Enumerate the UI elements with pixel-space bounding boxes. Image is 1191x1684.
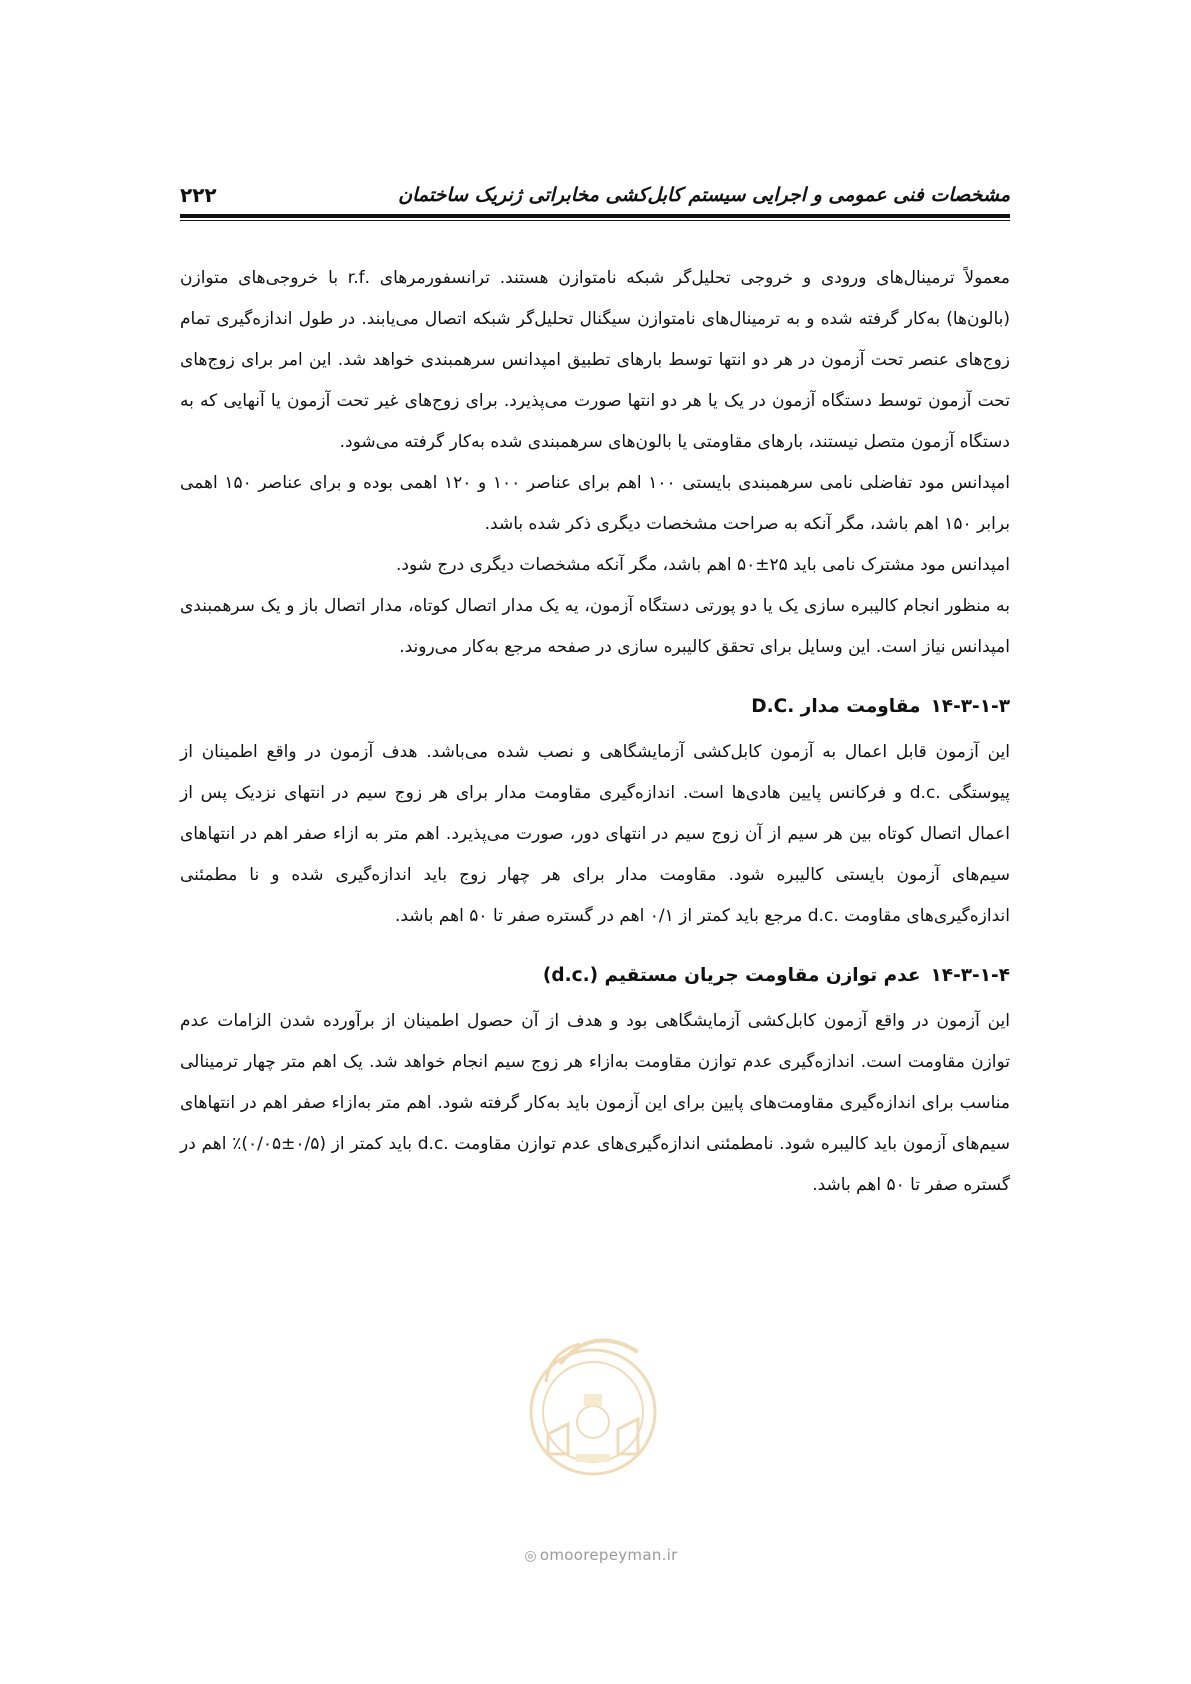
section-heading — [180, 961, 1010, 991]
paragraph: این آزمون در واقع آزمون کابل‌کشی آزمایشگاهی بود و هدف از آن حصول اطمینان از برآورده شدن الزامات عدم توازن مقاومت است. اندازه‌گیری عدم توازن مقاومت به‌ازاء هر زوج سیم انجام خواهد شد. یک اهم متر چهار ترمینالی مناسب برای اندازه‌گیری مقاومت‌های پایین برای این آزمون باید به‌کار گرفته شود. اهم متر به‌ازاء صفر اهم در انتهاهای سیم‌های آزمون باید کالیبره شود. نامطمئنی اندازه‌گیری‌های عدم توازن مقاومت .d.c باید کمتر از (۰/۵±۰/۰۵)٪ اهم در گستره صفر تا ۵۰ اهم باشد. — [180, 1011, 1010, 1195]
globe-icon: ◎ — [524, 1548, 537, 1564]
paragraph: معمولاً ترمینال‌های ورودی و خروجی تحلیل‌گر شبکه نامتوازن هستند. ترانسفورمرهای .r.f با خروجی‌های متوازن (بالون‌ها) به‌کار گرفته شده و به ترمینال‌های نامتوازن سیگنال تحلیل‌گر شبکه اتصال می‌یابند. در طول اندازه‌گیری تمام زوج‌های عنصر تحت آزمون در هر دو انتها توسط بارهای تطبیق امپدانس سرهمبندی خواهد شد. این امر برای زوج‌های تحت آزمون توسط دستگاه آزمون در یک یا هر دو انتها صورت می‌پذیرد. برای زوج‌های غیر تحت آزمون یا آنهایی که به دستگاه آزمون متصل نیستند، بارهای مقاومتی یا بالون‌های سرهمبندی شده به‌کار گرفته می‌شود. — [180, 268, 1010, 452]
section-number: ۱۴-۳-۱-۴ — [930, 965, 1010, 986]
section-title: مقاومت مدار .D.C — [751, 696, 921, 717]
running-header — [180, 183, 1010, 217]
page-number: ۲۲۲ — [180, 183, 217, 207]
watermark-url-text: omoorepeyman.ir — [539, 1546, 678, 1564]
paragraph: این آزمون قابل اعمال به آزمون کابل‌کشی آزمایشگاهی و نصب شده می‌باشد. هدف آزمون در واقع اطمینان از پیوستگی .d.c و فرکانس پایین هادی‌ها است. اندازه‌گیری مقاومت مدار برای هر زوج سیم در انتهای نزدیک پس از اعمال اتصال کوتاه بین هر سیم از آن زوج سیم در انتهای دور، صورت می‌پذیرد. اهم متر به ازاء صفر اهم در انتهاهای سیم‌های آزمون بایستی کالیبره شود. مقاومت مدار برای هر چهار زوج باید اندازه‌گیری شده و نا مطمئنی اندازه‌گیری‌های مقاومت .d.c مرجع باید کمتر از ۰/۱ اهم در گستره صفر تا ۵۰ اهم باشد. — [180, 742, 1010, 926]
watermark-url — [496, 1546, 706, 1564]
watermark-logo — [488, 1304, 698, 1494]
section-title: عدم توازن مقاومت جریان مستقیم (.d.c) — [542, 965, 921, 986]
header-title: مشخصات فنی عمومی و اجرایی سیستم کابل‌کشی مخابراتی ژنریک ساختمان — [398, 184, 1010, 206]
paragraph: امپدانس مود مشترک نامی باید ۲۵±۵۰ اهم باشد، مگر آنکه مشخصات دیگری درج شود. — [396, 555, 1010, 575]
header-rule-thick — [180, 214, 1010, 218]
paragraph: به منظور انجام کالیبره سازی یک یا دو پورتی دستگاه آزمون، یه یک مدار اتصال کوتاه، مدار اتصال باز و یک سرهمبندی امپدانس نیاز است. این وسایل برای تحقق کالیبره سازی در صفحه مرجع به‌کار می‌روند. — [180, 596, 1010, 657]
section-number: ۱۴-۳-۱-۳ — [930, 696, 1010, 717]
page-body — [180, 258, 1010, 1206]
section-heading — [180, 692, 1010, 722]
header-rule-thin — [180, 220, 1010, 221]
paragraph: امپدانس مود تفاضلی نامی سرهمبندی بایستی ۱۰۰ اهم برای عناصر ۱۰۰ و ۱۲۰ اهمی بوده و برای عناصر ۱۵۰ اهمی برابر ۱۵۰ اهم باشد، مگر آنکه به صراحت مشخصات دیگری ذکر شده باشد. — [180, 473, 1011, 534]
